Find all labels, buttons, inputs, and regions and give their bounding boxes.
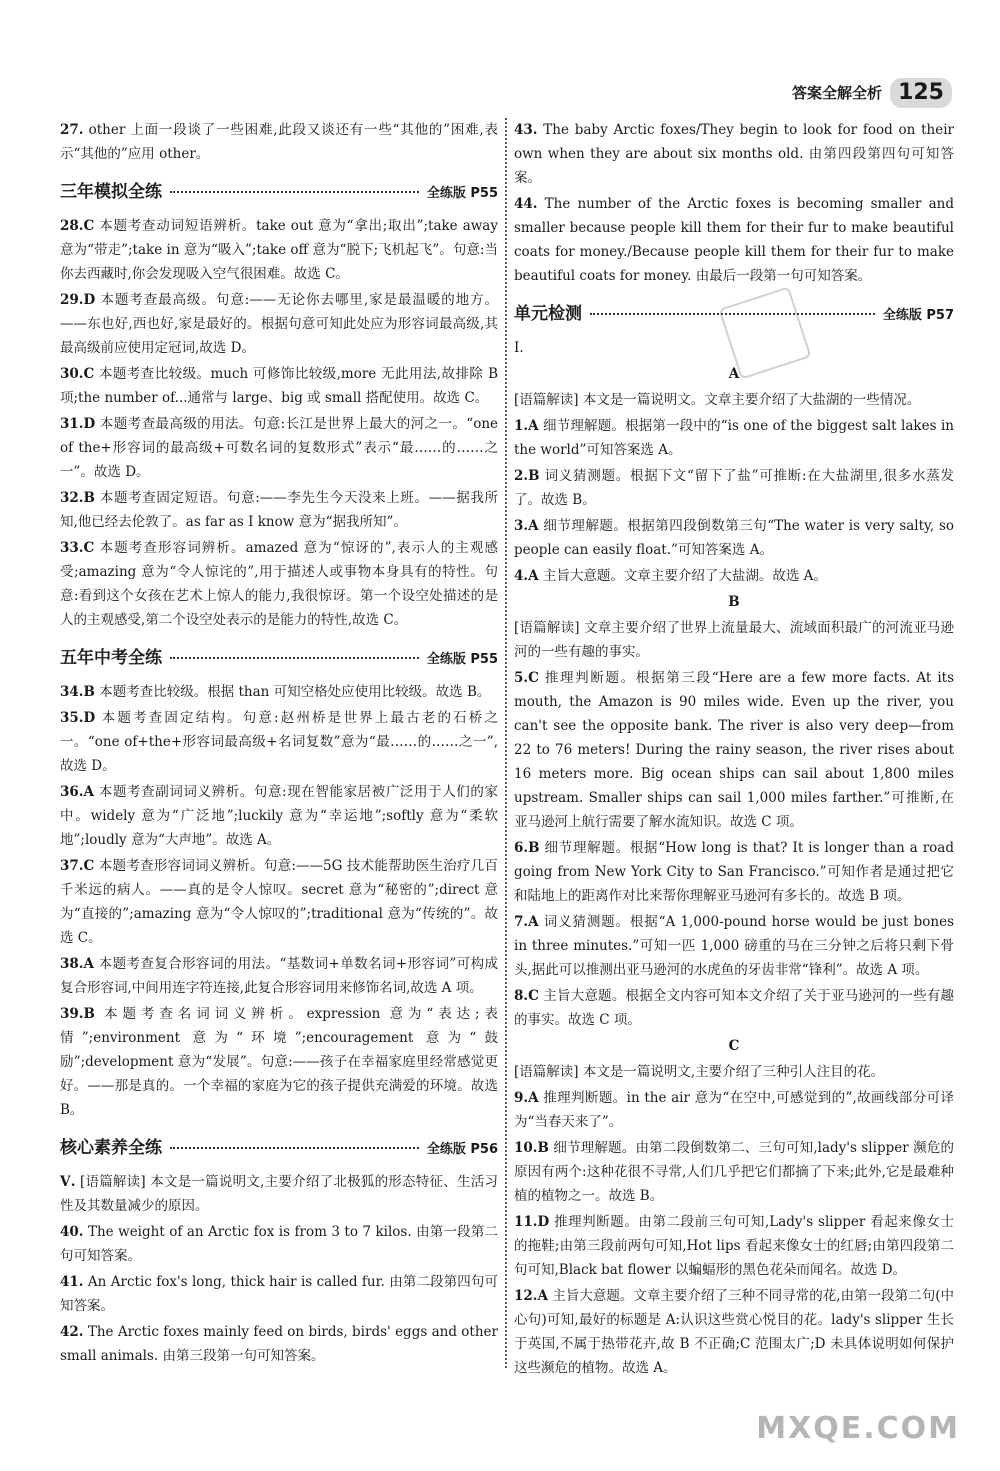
answer-number: 5.C: [514, 670, 539, 686]
answer-number: 43.: [514, 122, 538, 138]
answer-number: 4.A: [514, 568, 539, 584]
answer-item: [60, 680, 498, 704]
answer-number: 32.B: [60, 490, 95, 506]
answer-number: 37.C: [60, 858, 95, 874]
answer-text: 本题考查最高级的用法。句意:长江是世界上最大的河之一。“one of the+形容词的最高级+可数名词的复数形式”表示“最……的……之一”。故选 D。: [60, 416, 499, 480]
answer-number: 12.A: [514, 1288, 548, 1304]
answer-text: [语篇解读] 文章主要介绍了世界上流量最大、流域面积最广的河流亚马逊河的一些有趣的事实。: [514, 620, 954, 660]
answer-number: 9.A: [514, 1090, 539, 1106]
answer-number: 35.D: [60, 710, 96, 726]
answer-text: 本题考查复合形容词的用法。“基数词+单数名词+形容词”可构成复合形容词,中间用连字符连接,此复合形容词用来修饰名词,故选 A 项。: [60, 956, 498, 996]
answer-item: [514, 388, 954, 412]
answer-text: 主旨大意题。文章主要介绍了三种不同寻常的花,由第一段第二句(中心句)可知,最好的标题是 A:认识这些赏心悦目的花。lady's slipper 生长于英国,不属于热带花卉,故 B 不正确;C 范围太广;D 未具体说明如何保护这些濒危的植物。故选 A。: [514, 1288, 955, 1376]
answer-text: 推理判断题。由第二段前三句可知,Lady's slipper 看起来像女士的拖鞋;由第三段前两句可知,Hot lips 看起来像女士的红唇;由第四段第二句可知,Black bat flower 以蝙蝠形的黑色花朵而闻名。故选 D。: [514, 1214, 954, 1278]
answer-item: [60, 854, 498, 950]
answer-number: 33.C: [60, 540, 95, 556]
answer-text: 本题考查动词短语辨析。take out 意为“拿出;取出”;take away 意为“带走”;take in 意为“吸入”;take off 意为“脱下;飞机起飞”。句意:当你去西藏时,你会发现吸入空气很困难。故选 C。: [60, 218, 498, 282]
answer-item: [514, 1136, 954, 1208]
answer-number: 44.: [514, 196, 538, 212]
section-header: [60, 1136, 498, 1162]
answer-number: 40.: [60, 1224, 84, 1240]
answer-number: 31.D: [60, 416, 96, 432]
dotted-leader: [170, 1147, 419, 1149]
answer-text: [语篇解读] 本文是一篇说明文,主要介绍了北极狐的形态特征、生活习性及其数量减少的原因。: [60, 1174, 498, 1214]
answer-text: 主旨大意题。根据全文内容可知本文介绍了关于亚马逊河的一些有趣的事实。故选 C 项。: [514, 988, 955, 1028]
answer-text: 本题考查比较级。much 可修饰比较级,more 无此用法,故排除 B 项;the number of...通常与 large、big 或 small 搭配使用。故选 C。: [60, 366, 498, 406]
section-title: 五年中考全练: [60, 648, 162, 668]
answer-number: 38.A: [60, 956, 94, 972]
answer-number: 39.B: [60, 1006, 95, 1022]
answer-number: 42.: [60, 1324, 84, 1340]
answer-item: [60, 1170, 498, 1218]
answer-item: [514, 666, 954, 834]
column-divider: [505, 118, 507, 1368]
answer-item: [60, 706, 498, 778]
answer-item: [60, 1270, 498, 1318]
answer-number: 28.C: [60, 218, 95, 234]
header-title: 答案全解全析: [792, 84, 883, 102]
section-title: 核心素养全练: [60, 1138, 162, 1158]
answer-text: 本题考查固定结构。句意:赵州桥是世界上最古老的石桥之一。“one of+the+形容词最高级+名词复数”意为“最……的……之一”,故选 D。: [60, 710, 498, 774]
answer-item: [514, 118, 954, 190]
answer-text: 细节理解题。根据“How long is that? It is longer than a road going from New York City to San Francisco.”可知作者是通过把它和陆地上的距离作对比来帮你理解亚马逊河有多长的。故选 B 项。: [514, 840, 954, 904]
answer-text: other 上面一段谈了一些困难,此段又谈还有一些“其他的”困难,表示“其他的”应用 other。: [60, 122, 499, 162]
answer-text: 本题考查副词词义辨析。句意:现在智能家居被广泛用于人们的家中。widely 意为“广泛地”;luckily 意为“幸运地”;softly 意为“柔软地”;loudly 意为“大声地”。故选 A。: [60, 784, 498, 848]
answer-item: [514, 616, 954, 664]
section-page-ref: 全练版 P57: [882, 308, 954, 323]
section-page-ref: 全练版 P55: [426, 186, 498, 201]
answer-item: [514, 414, 954, 462]
answer-text: 细节理解题。根据第一段中的“is one of the biggest salt lakes in the world”可知答案选 A。: [514, 418, 954, 458]
answer-number: 6.B: [514, 840, 540, 856]
section-page-ref: 全练版 P55: [426, 652, 498, 667]
answer-item: [514, 192, 954, 288]
answer-item: [514, 984, 954, 1032]
section-header: [60, 646, 498, 672]
answer-number: 2.B: [514, 468, 540, 484]
answer-text: 本题考查形容词辨析。amazed 意为“惊讶的”,表示人的主观感受;amazing 意为“令人惊诧的”,用于描述人或事物本身具有的特性。句意:看到这个女孩在艺术上惊人的能力,我很惊讶。第一个设空处描述的是人的主观感受,第二个设空处表示的是能力的特性,故选 C。: [60, 540, 498, 628]
answer-number: 27.: [60, 122, 84, 138]
answer-text: 本题考查固定短语。句意:——李先生今天没来上班。——据我所知,他已经去伦敦了。as far as I know 意为“据我所知”。: [60, 490, 498, 530]
answer-number: 30.C: [60, 366, 95, 382]
answer-item: [514, 1210, 954, 1282]
dotted-leader: [170, 191, 419, 193]
answer-item: [60, 288, 498, 360]
passage-letter: B: [728, 594, 740, 610]
answer-number: 29.D: [60, 292, 96, 308]
answer-text: The baby Arctic foxes/They begin to look for food on their own when they are about six months old. 由第四段第四句可知答案。: [514, 122, 954, 186]
section-title: 单元检测: [514, 304, 582, 324]
answer-number: 34.B: [60, 684, 95, 700]
section-page-ref: 全练版 P56: [426, 1142, 498, 1157]
answer-item: [514, 1060, 954, 1084]
answer-text: 推理判断题。根据第三段“Here are a few more facts. At its mouth, the Amazon is 90 miles wide. Even up the river, you can't see the opposite bank. The river is also very deep—from 22 to 76 meters! During the rainy season, the river rises about 16 meters more. Big ocean ships can sail about 1,800 miles upstream. Smaller ships can sail 1,000 miles farther.”可推断,在亚马逊河上航行需要了解水流知识。故选 C 项。: [514, 670, 954, 830]
answer-item: [514, 910, 954, 982]
answer-item: [514, 564, 954, 588]
answer-text: 细节理解题。由第二段倒数第二、三句可知,lady's slipper 濒危的原因有两个:这种花很不寻常,人们几乎把它们都摘了下来;此外,它是最难种植的植物之一。故选 B。: [514, 1140, 955, 1204]
answer-number: 1.A: [514, 418, 539, 434]
answer-item: [60, 952, 498, 1000]
answer-text: 本题考查比较级。根据 than 可知空格处应使用比较级。故选 B。: [99, 684, 491, 700]
answer-text: 词义猜测题。根据“A 1,000-pound horse would be just bones in three minutes.”可知一匹 1,000 磅重的马在三分钟之后将只剩下骨头,据此可以推测出亚马逊河的水虎鱼的牙齿非常“锋利”。故选 A 项。: [514, 914, 954, 978]
answer-number: Ⅴ.: [60, 1174, 76, 1190]
answer-text: 词义猜测题。根据下文“留下了盐”可推断:在大盐湖里,很多水蒸发了。故选 B。: [514, 468, 954, 508]
answer-number: 10.B: [514, 1140, 549, 1156]
answer-text: 本题考查形容词词义辨析。句意:——5G 技术能帮助医生治疗几百千米远的病人。——真的是令人惊叹。secret 意为“秘密的”;direct 意为“直接的”;amazing 意为“令人惊叹的”;traditional 意为“传统的”。故选 C。: [60, 858, 498, 946]
answer-number: 41.: [60, 1274, 84, 1290]
answer-item: [60, 214, 498, 286]
passage-letter: A: [728, 366, 740, 382]
answer-text: The number of the Arctic foxes is becoming smaller and smaller because people kill them for their fur to make beautiful coats for money./Because people kill them for their fur to make beautiful coats for money. 由最后一段第一句可知答案。: [514, 196, 954, 284]
answer-item: [60, 1220, 498, 1268]
part-number: Ⅰ.: [514, 340, 524, 356]
answer-item: [514, 836, 954, 908]
answer-item: [514, 464, 954, 512]
page-header: [792, 78, 952, 108]
answer-item: [60, 780, 498, 852]
left-column: [60, 118, 498, 1370]
site-watermark: MXQE.COM: [756, 1411, 960, 1446]
answer-item: [60, 412, 498, 484]
page-number: 125: [890, 78, 952, 108]
answer-text: [语篇解读] 本文是一篇说明文,主要介绍了三种引人注目的花。: [514, 1064, 885, 1080]
answer-text: [语篇解读] 本文是一篇说明文。文章主要介绍了大盐湖的一些情况。: [514, 392, 921, 408]
answer-text: 细节理解题。根据第四段倒数第三句“The water is very salty, so people can easily float.”可知答案选 A。: [514, 518, 954, 558]
answer-text: 推理判断题。in the air 意为“在空中,可感觉到的”,故画线部分可译为“当春天来了”。: [514, 1090, 954, 1130]
answer-text: 本题考查名词词义辨析。expression 意为“表达;表情”;environment 意为“环境”;encouragement 意为“鼓励”;development 意为“发展”。句意:——孩子在幸福家庭里经常感觉更好。——那是真的。一个幸福的家庭为它的孩子提供充满爱的环境。故选 B。: [60, 1006, 498, 1118]
answer-number: 36.A: [60, 784, 94, 800]
answer-item: [60, 536, 498, 632]
answer-item: [60, 486, 498, 534]
answer-text: 本题考查最高级。句意:——无论你去哪里,家是最温暖的地方。——东也好,西也好,家是最好的。根据句意可知此处应为形容词最高级,其最高级前应使用定冠词,故选 D。: [60, 292, 499, 356]
answer-item: [60, 362, 498, 410]
answer-number: 3.A: [514, 518, 539, 534]
answer-text: An Arctic fox's long, thick hair is called fur. 由第二段第四句可知答案。: [60, 1274, 498, 1314]
answer-number: 8.C: [514, 988, 539, 1004]
passage-letter: C: [728, 1038, 740, 1054]
answer-item: [60, 1002, 498, 1122]
answer-item: [514, 1284, 954, 1380]
answer-item: [514, 514, 954, 562]
answer-text: The weight of an Arctic fox is from 3 to 7 kilos. 由第一段第二句可知答案。: [60, 1224, 499, 1264]
section-header: [60, 180, 498, 206]
section-title: 三年模拟全练: [60, 182, 162, 202]
answer-item: [514, 1086, 954, 1134]
dotted-leader: [170, 657, 419, 659]
answer-text: 主旨大意题。文章主要介绍了大盐湖。故选 A。: [542, 568, 827, 584]
answer-text: The Arctic foxes mainly feed on birds, birds' eggs and other small animals. 由第三段第一句可知答案。: [60, 1324, 498, 1364]
answer-item: [60, 1320, 498, 1368]
answer-number: 7.A: [514, 914, 539, 930]
answer-number: 11.D: [514, 1214, 550, 1230]
answer-item: [60, 118, 498, 166]
